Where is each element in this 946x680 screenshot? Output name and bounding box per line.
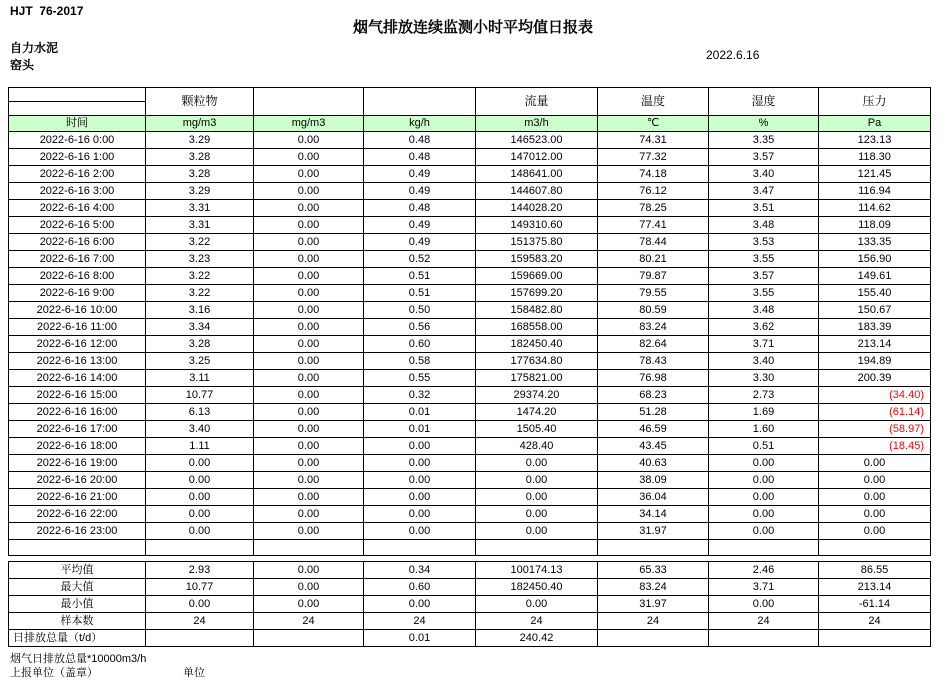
- summary-table: [8, 561, 931, 647]
- value-cell: 24: [819, 613, 931, 630]
- value-cell: 0.51: [364, 285, 476, 302]
- hourly-data-table: [8, 87, 931, 556]
- value-cell: 240.42: [476, 630, 598, 647]
- value-cell: 0.00: [254, 132, 364, 149]
- table-row: [9, 472, 931, 489]
- value-cell: 133.35: [819, 234, 931, 251]
- station-name: 窑头: [10, 58, 35, 72]
- value-cell: 86.55: [819, 562, 931, 579]
- value-cell: 0.00: [819, 489, 931, 506]
- value-cell: 51.28: [598, 404, 709, 421]
- value-cell: 0.00: [254, 217, 364, 234]
- time-cell: 2022-6-16 18:00: [9, 438, 146, 455]
- time-cell: 2022-6-16 8:00: [9, 268, 146, 285]
- value-cell: 0.00: [254, 562, 364, 579]
- value-cell: 3.29: [146, 132, 254, 149]
- table-row: [9, 319, 931, 336]
- table-row: [9, 166, 931, 183]
- table-row: [9, 285, 931, 302]
- value-cell: 0.00: [819, 523, 931, 540]
- value-cell: 0.00: [254, 268, 364, 285]
- value-cell: 0.00: [709, 523, 819, 540]
- company-name: 自力水泥: [10, 41, 59, 55]
- value-cell: 10.77: [146, 387, 254, 404]
- time-cell: 2022-6-16 13:00: [9, 353, 146, 370]
- value-cell: 144607.80: [476, 183, 598, 200]
- report-date: 2022.6.16: [706, 48, 760, 62]
- value-cell: 144028.20: [476, 200, 598, 217]
- time-cell: 2022-6-16 16:00: [9, 404, 146, 421]
- value-cell: 0.00: [254, 489, 364, 506]
- value-cell: 3.57: [709, 149, 819, 166]
- value-cell: 182450.40: [476, 579, 598, 596]
- value-cell: 68.23: [598, 387, 709, 404]
- value-cell: 0.00: [146, 472, 254, 489]
- value-cell: 183.39: [819, 319, 931, 336]
- value-cell: 10.77: [146, 579, 254, 596]
- value-cell: 0.52: [364, 251, 476, 268]
- value-cell: 0.00: [364, 438, 476, 455]
- value-cell: (58.97): [819, 421, 931, 438]
- value-cell: 0.00: [254, 596, 364, 613]
- table-row: [9, 183, 931, 200]
- value-cell: 0.51: [709, 438, 819, 455]
- value-cell: 24: [146, 613, 254, 630]
- value-cell: 0.48: [364, 132, 476, 149]
- value-cell: 213.14: [819, 579, 931, 596]
- time-cell: 2022-6-16 4:00: [9, 200, 146, 217]
- value-cell: 159583.20: [476, 251, 598, 268]
- time-cell: 2022-6-16 2:00: [9, 166, 146, 183]
- value-cell: (61.14): [819, 404, 931, 421]
- value-cell: 146523.00: [476, 132, 598, 149]
- value-cell: 78.25: [598, 200, 709, 217]
- value-cell: 155.40: [819, 285, 931, 302]
- table-row: [9, 132, 931, 149]
- value-cell: 121.45: [819, 166, 931, 183]
- value-cell: 1.69: [709, 404, 819, 421]
- time-cell: 2022-6-16 23:00: [9, 523, 146, 540]
- summary-label-cell: 最大值: [9, 579, 146, 596]
- col-header-blank-2: [364, 88, 476, 116]
- value-cell: 24: [476, 613, 598, 630]
- value-cell: 1.60: [709, 421, 819, 438]
- header-group-row: [9, 88, 931, 102]
- value-cell: 3.28: [146, 166, 254, 183]
- value-cell: 3.29: [146, 183, 254, 200]
- value-cell: 0.00: [254, 183, 364, 200]
- value-cell: 3.25: [146, 353, 254, 370]
- value-cell: 149.61: [819, 268, 931, 285]
- value-cell: 1.11: [146, 438, 254, 455]
- value-cell: 0.56: [364, 319, 476, 336]
- value-cell: 159669.00: [476, 268, 598, 285]
- value-cell: 175821.00: [476, 370, 598, 387]
- value-cell: 3.11: [146, 370, 254, 387]
- value-cell: 0.00: [254, 472, 364, 489]
- value-cell: 65.33: [598, 562, 709, 579]
- value-cell: 0.00: [254, 353, 364, 370]
- value-cell: 3.48: [709, 217, 819, 234]
- col-header-flow: 流量: [476, 88, 598, 116]
- value-cell: 0.00: [254, 438, 364, 455]
- time-cell: 2022-6-16 1:00: [9, 149, 146, 166]
- value-cell: 77.41: [598, 217, 709, 234]
- value-cell: 213.14: [819, 336, 931, 353]
- table-row: [9, 370, 931, 387]
- value-cell: 0.60: [364, 336, 476, 353]
- unit-cell-pm: mg/m3: [146, 116, 254, 132]
- flow-total-note: 烟气日排放总量*10000m3/h: [10, 653, 147, 665]
- value-cell: 0.50: [364, 302, 476, 319]
- reporting-unit-label: 上报单位（盖章）: [10, 667, 98, 679]
- value-cell: 147012.00: [476, 149, 598, 166]
- value-cell: 3.23: [146, 251, 254, 268]
- value-cell: 150.67: [819, 302, 931, 319]
- time-cell: 2022-6-16 7:00: [9, 251, 146, 268]
- value-cell: [146, 630, 254, 647]
- value-cell: 0.00: [819, 472, 931, 489]
- value-cell: (34.40): [819, 387, 931, 404]
- value-cell: 3.40: [709, 353, 819, 370]
- time-cell: 2022-6-16 22:00: [9, 506, 146, 523]
- value-cell: 0.55: [364, 370, 476, 387]
- col-header-humidity: 湿度: [709, 88, 819, 116]
- value-cell: 6.13: [146, 404, 254, 421]
- value-cell: 0.49: [364, 166, 476, 183]
- value-cell: 0.00: [476, 455, 598, 472]
- value-cell: 118.09: [819, 217, 931, 234]
- table-row: [9, 149, 931, 166]
- value-cell: 0.00: [476, 489, 598, 506]
- value-cell: 2.73: [709, 387, 819, 404]
- value-cell: 80.59: [598, 302, 709, 319]
- table-row: [9, 251, 931, 268]
- value-cell: 0.01: [364, 421, 476, 438]
- table-row: [9, 234, 931, 251]
- value-cell: 148641.00: [476, 166, 598, 183]
- value-cell: 0.00: [254, 579, 364, 596]
- value-cell: 0.00: [254, 234, 364, 251]
- value-cell: 3.62: [709, 319, 819, 336]
- table-row: [9, 613, 931, 630]
- header-blank-bottom-cell: [9, 102, 146, 116]
- value-cell: 82.64: [598, 336, 709, 353]
- value-cell: [819, 630, 931, 647]
- value-cell: 3.31: [146, 200, 254, 217]
- value-cell: 3.22: [146, 234, 254, 251]
- value-cell: 2.46: [709, 562, 819, 579]
- summary-label-cell: 样本数: [9, 613, 146, 630]
- value-cell: 3.30: [709, 370, 819, 387]
- time-cell: 2022-6-16 11:00: [9, 319, 146, 336]
- table-row: [9, 438, 931, 455]
- value-cell: 157699.20: [476, 285, 598, 302]
- value-cell: 0.00: [254, 319, 364, 336]
- value-cell: 78.44: [598, 234, 709, 251]
- value-cell: 74.31: [598, 132, 709, 149]
- value-cell: 3.47: [709, 183, 819, 200]
- value-cell: 0.00: [254, 302, 364, 319]
- value-cell: 34.14: [598, 506, 709, 523]
- table-row: [9, 596, 931, 613]
- value-cell: 0.00: [146, 489, 254, 506]
- table-row: [9, 506, 931, 523]
- value-cell: (18.45): [819, 438, 931, 455]
- value-cell: 0.00: [364, 455, 476, 472]
- unit-cell-temp: ℃: [598, 116, 709, 132]
- value-cell: 1505.40: [476, 421, 598, 438]
- value-cell: 149310.60: [476, 217, 598, 234]
- table-row: [9, 200, 931, 217]
- value-cell: 79.87: [598, 268, 709, 285]
- value-cell: 0.00: [364, 472, 476, 489]
- time-cell: 2022-6-16 15:00: [9, 387, 146, 404]
- value-cell: 0.01: [364, 404, 476, 421]
- value-cell: 0.00: [254, 251, 364, 268]
- value-cell: 3.35: [709, 132, 819, 149]
- value-cell: 0.58: [364, 353, 476, 370]
- value-cell: 40.63: [598, 455, 709, 472]
- value-cell: 0.48: [364, 149, 476, 166]
- table-row: [9, 353, 931, 370]
- value-cell: 0.49: [364, 183, 476, 200]
- value-cell: 3.71: [709, 336, 819, 353]
- col-header-particulate: 颗粒物: [146, 88, 254, 116]
- unit-cell-pressure: Pa: [819, 116, 931, 132]
- value-cell: 3.40: [146, 421, 254, 438]
- value-cell: 3.31: [146, 217, 254, 234]
- unit-cell-flow: m3/h: [476, 116, 598, 132]
- value-cell: 0.00: [254, 149, 364, 166]
- time-column-header: 时间: [9, 116, 146, 132]
- value-cell: 3.55: [709, 285, 819, 302]
- value-cell: 151375.80: [476, 234, 598, 251]
- value-cell: 0.48: [364, 200, 476, 217]
- value-cell: 3.22: [146, 268, 254, 285]
- value-cell: [709, 630, 819, 647]
- table-row: [9, 387, 931, 404]
- table-row: [9, 302, 931, 319]
- value-cell: 0.00: [146, 596, 254, 613]
- value-cell: 3.40: [709, 166, 819, 183]
- table-row: [9, 404, 931, 421]
- table-row: [9, 579, 931, 596]
- value-cell: 3.48: [709, 302, 819, 319]
- units-row: [9, 116, 931, 132]
- value-cell: 78.43: [598, 353, 709, 370]
- unit-cell-2: mg/m3: [254, 116, 364, 132]
- value-cell: 2.93: [146, 562, 254, 579]
- value-cell: 79.55: [598, 285, 709, 302]
- value-cell: 0.00: [476, 596, 598, 613]
- value-cell: 74.18: [598, 166, 709, 183]
- value-cell: 0.00: [254, 200, 364, 217]
- time-cell: 2022-6-16 5:00: [9, 217, 146, 234]
- value-cell: 76.12: [598, 183, 709, 200]
- value-cell: 100174.13: [476, 562, 598, 579]
- value-cell: 0.00: [476, 523, 598, 540]
- table-row: [9, 421, 931, 438]
- value-cell: 3.53: [709, 234, 819, 251]
- table-row: [9, 336, 931, 353]
- time-cell: 2022-6-16 3:00: [9, 183, 146, 200]
- value-cell: 0.34: [364, 562, 476, 579]
- value-cell: 0.00: [364, 523, 476, 540]
- value-cell: 38.09: [598, 472, 709, 489]
- value-cell: 0.00: [254, 421, 364, 438]
- value-cell: 0.00: [254, 370, 364, 387]
- value-cell: 0.00: [146, 506, 254, 523]
- summary-rows: [9, 562, 931, 647]
- col-header-temperature: 温度: [598, 88, 709, 116]
- value-cell: 0.00: [709, 596, 819, 613]
- value-cell: 0.00: [709, 472, 819, 489]
- value-cell: 0.00: [819, 455, 931, 472]
- value-cell: 0.00: [364, 596, 476, 613]
- unit-label: 单位: [183, 667, 205, 679]
- time-cell: 2022-6-16 6:00: [9, 234, 146, 251]
- value-cell: -61.14: [819, 596, 931, 613]
- summary-label-cell: 平均值: [9, 562, 146, 579]
- value-cell: 3.55: [709, 251, 819, 268]
- value-cell: 3.57: [709, 268, 819, 285]
- value-cell: 0.00: [254, 285, 364, 302]
- value-cell: 24: [709, 613, 819, 630]
- value-cell: 123.13: [819, 132, 931, 149]
- value-cell: [254, 630, 364, 647]
- value-cell: 0.01: [364, 630, 476, 647]
- hourly-rows: [9, 132, 931, 540]
- value-cell: 0.60: [364, 579, 476, 596]
- value-cell: 29374.20: [476, 387, 598, 404]
- value-cell: 24: [364, 613, 476, 630]
- value-cell: 3.71: [709, 579, 819, 596]
- value-cell: 0.00: [709, 455, 819, 472]
- value-cell: 116.94: [819, 183, 931, 200]
- value-cell: 3.28: [146, 336, 254, 353]
- table-row: [9, 630, 931, 647]
- table-row: [9, 562, 931, 579]
- table-row: [9, 489, 931, 506]
- value-cell: 118.30: [819, 149, 931, 166]
- value-cell: 0.00: [254, 455, 364, 472]
- value-cell: 3.22: [146, 285, 254, 302]
- value-cell: 156.90: [819, 251, 931, 268]
- summary-label-cell: 日排放总量（t/d）: [9, 630, 146, 647]
- table-row: [9, 217, 931, 234]
- value-cell: 31.97: [598, 596, 709, 613]
- time-cell: 2022-6-16 19:00: [9, 455, 146, 472]
- value-cell: 0.00: [709, 506, 819, 523]
- value-cell: 3.51: [709, 200, 819, 217]
- value-cell: 182450.40: [476, 336, 598, 353]
- value-cell: 24: [254, 613, 364, 630]
- value-cell: 0.00: [476, 506, 598, 523]
- value-cell: 43.45: [598, 438, 709, 455]
- col-header-blank-1: [254, 88, 364, 116]
- value-cell: 0.49: [364, 234, 476, 251]
- page-title: 烟气排放连续监测小时平均值日报表: [352, 19, 593, 36]
- time-cell: 2022-6-16 10:00: [9, 302, 146, 319]
- value-cell: 31.97: [598, 523, 709, 540]
- table-row: [9, 523, 931, 540]
- value-cell: 77.32: [598, 149, 709, 166]
- table-row: [9, 455, 931, 472]
- time-cell: 2022-6-16 9:00: [9, 285, 146, 302]
- value-cell: 0.32: [364, 387, 476, 404]
- value-cell: 3.16: [146, 302, 254, 319]
- header-blank-top-cell: [9, 88, 146, 102]
- unit-cell-kgh: kg/h: [364, 116, 476, 132]
- value-cell: 0.00: [254, 506, 364, 523]
- value-cell: 0.00: [254, 404, 364, 421]
- time-cell: 2022-6-16 20:00: [9, 472, 146, 489]
- value-cell: 0.00: [254, 387, 364, 404]
- value-cell: 0.00: [146, 523, 254, 540]
- time-cell: 2022-6-16 0:00: [9, 132, 146, 149]
- standard-code: HJT 76-2017: [10, 4, 84, 18]
- value-cell: 36.04: [598, 489, 709, 506]
- value-cell: 0.00: [364, 489, 476, 506]
- unit-cell-humidity: %: [709, 116, 819, 132]
- value-cell: 428.40: [476, 438, 598, 455]
- value-cell: 83.24: [598, 319, 709, 336]
- time-cell: 2022-6-16 12:00: [9, 336, 146, 353]
- table-row: [9, 268, 931, 285]
- value-cell: 0.00: [709, 489, 819, 506]
- summary-label-cell: 最小值: [9, 596, 146, 613]
- value-cell: 0.00: [819, 506, 931, 523]
- value-cell: 3.28: [146, 149, 254, 166]
- value-cell: 0.49: [364, 217, 476, 234]
- value-cell: 76.98: [598, 370, 709, 387]
- value-cell: 1474.20: [476, 404, 598, 421]
- col-header-pressure: 压力: [819, 88, 931, 116]
- value-cell: 0.00: [364, 506, 476, 523]
- value-cell: 24: [598, 613, 709, 630]
- value-cell: 114.62: [819, 200, 931, 217]
- value-cell: 0.00: [254, 523, 364, 540]
- value-cell: 0.00: [254, 336, 364, 353]
- value-cell: 0.00: [254, 166, 364, 183]
- value-cell: 194.89: [819, 353, 931, 370]
- empty-row: [9, 540, 931, 556]
- value-cell: 0.00: [476, 472, 598, 489]
- value-cell: 46.59: [598, 421, 709, 438]
- time-cell: 2022-6-16 21:00: [9, 489, 146, 506]
- value-cell: 168558.00: [476, 319, 598, 336]
- report-table-area: [8, 87, 931, 647]
- value-cell: 177634.80: [476, 353, 598, 370]
- value-cell: 80.21: [598, 251, 709, 268]
- value-cell: 83.24: [598, 579, 709, 596]
- value-cell: 200.39: [819, 370, 931, 387]
- time-cell: 2022-6-16 14:00: [9, 370, 146, 387]
- value-cell: 0.00: [146, 455, 254, 472]
- value-cell: 3.34: [146, 319, 254, 336]
- value-cell: 158482.80: [476, 302, 598, 319]
- value-cell: [598, 630, 709, 647]
- value-cell: 0.51: [364, 268, 476, 285]
- time-cell: 2022-6-16 17:00: [9, 421, 146, 438]
